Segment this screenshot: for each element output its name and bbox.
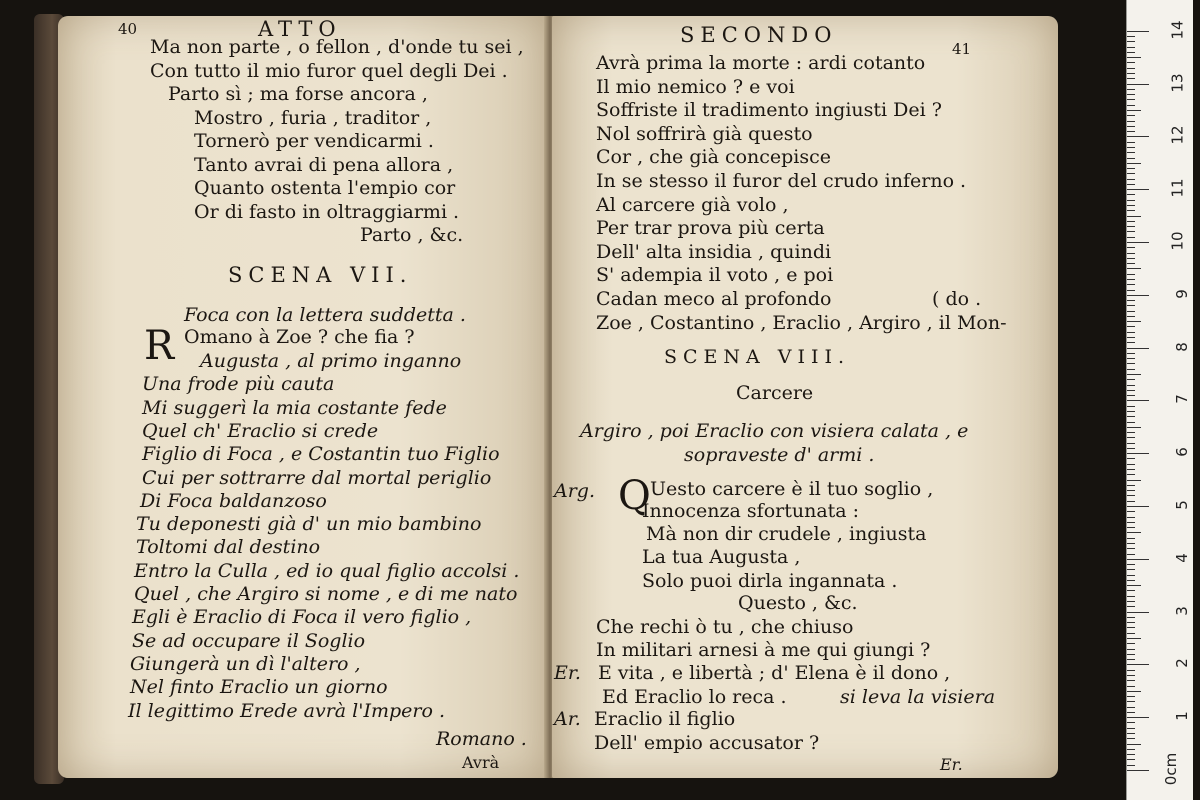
ruler-tick [1127, 770, 1149, 771]
text-line: Cui per sottrarre dal mortal periglio [142, 466, 492, 489]
ruler-label: 1 [1173, 711, 1192, 721]
text-line: Cadan meco al profondo [596, 288, 832, 310]
ruler-label: 3 [1173, 605, 1192, 616]
ruler-tick [1127, 326, 1135, 327]
text-line: S' adempia il voto , e poi [596, 264, 834, 287]
ruler-tick [1127, 205, 1135, 206]
turnover-do: ( do . [932, 288, 982, 310]
ruler-tick [1127, 57, 1141, 58]
ruler-tick [1127, 458, 1135, 459]
text-line: Il legittimo Erede avrà l'Impero . [128, 699, 446, 722]
ruler-label: 7 [1173, 394, 1192, 405]
ruler-label: 12 [1168, 125, 1187, 145]
ruler-tick [1127, 707, 1135, 708]
text-line: Di Foca baldanzoso [140, 489, 327, 512]
ruler-tick [1127, 422, 1135, 423]
left-page [58, 16, 546, 778]
text-line: Figlio di Foca , e Costantin tuo Figlio [142, 443, 500, 466]
catchword-left: Avrà [462, 753, 500, 772]
ruler-tick [1127, 495, 1135, 496]
ruler-tick [1127, 73, 1135, 74]
ruler-tick [1127, 121, 1135, 122]
text-line: Innocenza sfortunata : [642, 500, 860, 522]
ruler-tick [1127, 517, 1135, 518]
text-line: Parto sì ; ma forse ancora , [168, 83, 428, 105]
text-line: Nol soffrirà già questo [596, 122, 813, 145]
text-line: Or di fasto in oltraggiarmi . [194, 200, 460, 223]
ruler-tick [1127, 596, 1135, 597]
stage-direction-right-1: Argiro , poi Eraclio con visiera calata , e [580, 420, 969, 442]
ruler-tick [1127, 369, 1135, 370]
ruler-tick [1127, 110, 1141, 111]
ruler-tick [1127, 36, 1135, 37]
ruler-tick [1127, 173, 1135, 174]
text-line: Che rechi ò tu , che chiuso [596, 616, 854, 638]
ruler-tick [1127, 342, 1135, 343]
er-line-2: Ed Eraclio lo reca . [602, 686, 787, 708]
ruler-tick [1127, 538, 1135, 539]
ruler-tick [1127, 337, 1135, 338]
ruler-tick [1127, 469, 1135, 470]
text-line: Tornerò per vendicarmi . [194, 130, 434, 152]
ruler-tick [1127, 649, 1135, 650]
ruler-tick [1127, 253, 1135, 254]
ruler-tick [1127, 559, 1149, 560]
catchword-speaker-left: Romano . [436, 728, 527, 750]
text-line: Zoe , Costantino , Eraclio , Argiro , il Mon- [596, 311, 1007, 334]
ruler-label: 13 [1168, 73, 1187, 93]
ruler-label: 8 [1173, 341, 1192, 352]
ruler-tick [1127, 168, 1135, 169]
first-line-rest-left: Omano à Zoe ? che fia ? [184, 326, 415, 348]
ruler-tick [1127, 569, 1135, 570]
text-line: In se stesso il furor del crudo inferno . [596, 170, 967, 192]
ruler-label: 5 [1173, 500, 1192, 510]
drop-cap-q: Q [618, 473, 651, 519]
ruler-tick [1127, 41, 1135, 42]
ruler-tick [1127, 406, 1135, 407]
ruler-tick [1127, 84, 1149, 85]
ruler-tick [1127, 279, 1135, 280]
text-line: Nel finto Eraclio un giorno [130, 676, 388, 699]
ruler-tick [1127, 290, 1135, 291]
ruler-tick [1127, 78, 1135, 79]
text-line: Mi suggerì la mia costante fede [142, 396, 447, 419]
ruler-label: 14 [1168, 20, 1187, 40]
ruler-label: 11 [1168, 178, 1187, 198]
text-line: Giungerà un dì l'altero , [130, 652, 361, 675]
ruler-tick [1127, 358, 1135, 359]
running-head-left: ATTO [258, 17, 342, 41]
running-head-right: SECONDO [680, 23, 838, 47]
text-line: In militari arnesi à me qui giungi ? [596, 639, 931, 661]
ar-line-2: Dell' empio accusator ? [594, 732, 820, 754]
catchword-right: Er. [940, 755, 963, 774]
ruler-tick [1127, 242, 1149, 243]
text-line: Tu deponesti già d' un mio bambino [136, 513, 482, 536]
ruler-tick [1127, 136, 1149, 137]
ruler-tick [1127, 385, 1135, 386]
ruler-tick [1127, 601, 1135, 602]
er-aside: si leva la visiera [840, 686, 996, 708]
text-line: Dell' alta insidia , quindi [596, 240, 832, 263]
ruler-tick [1127, 728, 1135, 729]
ruler-tick [1127, 532, 1141, 533]
ruler-tick [1127, 416, 1135, 417]
ruler-tick [1127, 480, 1141, 481]
ruler-tick [1127, 31, 1149, 32]
ruler-tick [1127, 612, 1149, 613]
ruler-tick [1127, 305, 1135, 306]
text-line: Entro la Culla , ed io qual figlio accolsi . [134, 559, 520, 582]
ruler-tick [1127, 390, 1135, 391]
da-capo: Questo , &c. [738, 592, 858, 614]
ruler-tick [1127, 126, 1135, 127]
ruler-tick [1127, 659, 1135, 660]
ruler-tick [1127, 363, 1135, 364]
ruler-tick [1127, 543, 1135, 544]
ruler-tick [1127, 216, 1141, 217]
ruler-tick [1127, 432, 1135, 433]
stage-direction-left: Foca con la lettera suddetta . [184, 304, 466, 326]
ruler-tick [1127, 744, 1141, 745]
ruler-tick [1127, 580, 1135, 581]
text-line: Tanto avrai di pena allora , [194, 153, 454, 176]
ruler-tick [1127, 606, 1135, 607]
text-line: Parto , &c. [360, 224, 464, 246]
ruler-tick [1127, 522, 1135, 523]
ruler-tick [1127, 733, 1135, 734]
text-line: Mà non dir crudele , ingiusta [646, 523, 927, 546]
ruler-tick [1127, 765, 1135, 766]
scene-title-vii: SCENA VII. [228, 263, 413, 287]
er-line-1: E vita , e libertà ; d' Elena è il dono , [598, 662, 951, 684]
ruler-tick [1127, 485, 1135, 486]
ruler-tick [1127, 717, 1149, 718]
speaker-arg: Arg. [554, 480, 596, 502]
ruler-tick [1127, 300, 1135, 301]
ruler-tick [1127, 575, 1135, 576]
ruler-tick [1127, 47, 1135, 48]
speaker-ar: Ar. [554, 708, 581, 730]
text-line: La tua Augusta , [642, 546, 801, 569]
ruler-tick [1127, 147, 1135, 148]
ruler-tick [1127, 722, 1135, 723]
ruler-tick [1127, 686, 1135, 687]
ruler-tick [1127, 316, 1135, 317]
text-line: Quel ch' Eraclio si crede [142, 419, 379, 442]
ruler-label: 10 [1168, 231, 1187, 251]
ruler-tick [1127, 712, 1135, 713]
ruler-tick [1127, 464, 1135, 465]
ruler-tick [1127, 268, 1141, 269]
ruler-tick [1127, 115, 1135, 116]
ruler-tick [1127, 200, 1135, 201]
ruler-tick [1127, 453, 1149, 454]
drop-cap-r: R [144, 323, 175, 369]
ruler-tick [1127, 52, 1135, 53]
ruler-tick [1127, 379, 1135, 380]
ruler-tick [1127, 622, 1135, 623]
page-number-right: 41 [952, 40, 972, 58]
ruler-tick [1127, 627, 1135, 628]
ruler-tick [1127, 263, 1135, 264]
ruler-tick [1127, 142, 1135, 143]
ruler-tick [1127, 554, 1135, 555]
ruler-tick [1127, 548, 1135, 549]
ruler-tick [1127, 321, 1141, 322]
ruler-tick [1127, 194, 1135, 195]
ruler-label: 0cm [1161, 752, 1180, 786]
ruler-tick [1127, 274, 1135, 275]
ruler-tick [1127, 131, 1135, 132]
page-number-left: 40 [118, 20, 138, 38]
text-line: Avrà prima la morte : ardi cotanto [596, 52, 926, 74]
ruler-tick [1127, 501, 1135, 502]
ruler-tick [1127, 210, 1135, 211]
ruler-tick [1127, 675, 1135, 676]
speaker-er: Er. [554, 662, 581, 684]
measuring-ruler [1126, 0, 1193, 800]
ruler-tick [1127, 490, 1135, 491]
ruler-tick [1127, 99, 1135, 100]
text-line: Con tutto il mio furor quel degli Dei . [150, 59, 508, 82]
ruler-tick [1127, 231, 1135, 232]
ruler-tick [1127, 633, 1135, 634]
ruler-tick [1127, 226, 1135, 227]
text-line: Mostro , furia , traditor , [194, 106, 432, 129]
ruler-tick [1127, 701, 1135, 702]
ruler-tick [1127, 247, 1135, 248]
ruler-tick [1127, 527, 1135, 528]
ruler-tick [1127, 258, 1135, 259]
ruler-label: 6 [1173, 447, 1192, 457]
ruler-tick [1127, 62, 1135, 63]
text-line: Se ad occupare il Soglio [132, 629, 366, 652]
text-line: Quanto ostenta l'empio cor [194, 177, 456, 199]
ruler-tick [1127, 564, 1135, 565]
text-line: Al carcere già volo , [596, 193, 789, 216]
ar-line-1: Eraclio il figlio [594, 708, 736, 730]
ruler-tick [1127, 400, 1149, 401]
scene-title-viii: SCENA VIII. [664, 346, 851, 368]
ruler-tick [1127, 585, 1141, 586]
ruler-tick [1127, 749, 1135, 750]
text-line: Soffriste il tradimento ingiusti Dei ? [596, 99, 942, 122]
ruler-tick [1127, 411, 1135, 412]
text-line: Il mio nemico ? e voi [596, 75, 795, 98]
text-line: Quel , che Argiro si nome , e di me nato [134, 583, 518, 605]
ruler-tick [1127, 237, 1135, 238]
ruler-tick [1127, 696, 1135, 697]
ruler-tick [1127, 617, 1135, 618]
ruler-tick [1127, 89, 1135, 90]
ruler-tick [1127, 437, 1135, 438]
ruler-tick [1127, 738, 1135, 739]
right-page [552, 16, 1058, 778]
ruler-tick [1127, 152, 1135, 153]
text-line: Una frode più cauta [142, 373, 335, 396]
ruler-tick [1127, 184, 1135, 185]
ruler-tick [1127, 374, 1141, 375]
ruler-tick [1127, 511, 1135, 512]
text-line: Solo puoi dirla ingannata . [642, 569, 898, 592]
ruler-tick [1127, 189, 1149, 190]
ruler-tick [1127, 638, 1141, 639]
ruler-tick [1127, 68, 1135, 69]
ruler-tick [1127, 395, 1135, 396]
ruler-tick [1127, 664, 1149, 665]
ruler-tick [1127, 179, 1135, 180]
stage-direction-right-2: sopraveste d' armi . [684, 444, 875, 466]
ruler-label: 4 [1173, 553, 1192, 563]
ruler-tick [1127, 163, 1141, 164]
ruler-tick [1127, 670, 1135, 671]
text-line: Toltomi dal destino [136, 536, 321, 559]
ruler-tick [1127, 332, 1135, 333]
ruler-tick [1127, 590, 1135, 591]
ruler-tick [1127, 754, 1135, 755]
ruler-tick [1127, 284, 1135, 285]
ruler-tick [1127, 311, 1135, 312]
ruler-tick [1127, 506, 1149, 507]
ruler-tick [1127, 348, 1149, 349]
ruler-tick [1127, 643, 1135, 644]
ruler-tick [1127, 105, 1135, 106]
ruler-tick [1127, 443, 1135, 444]
ruler-tick [1127, 759, 1135, 760]
text-line: Augusta , al primo inganno [200, 350, 462, 372]
first-line-rest-right: Uesto carcere è il tuo soglio , [650, 478, 934, 500]
ruler-tick [1127, 448, 1135, 449]
ruler-tick [1127, 353, 1135, 354]
ruler-tick [1127, 691, 1141, 692]
text-line: Per trar prova più certa [596, 217, 825, 240]
ruler-label: 2 [1173, 658, 1192, 669]
text-line: Cor , che già concepisce [596, 146, 832, 169]
text-line: Ma non parte , o fellon , d'onde tu sei , [150, 36, 524, 58]
ruler-tick [1127, 654, 1135, 655]
ruler-tick [1127, 94, 1135, 95]
ruler-tick [1127, 680, 1135, 681]
text-line: Egli è Eraclio di Foca il vero figlio , [132, 606, 472, 629]
ruler-tick [1127, 474, 1135, 475]
ruler-tick [1127, 295, 1149, 296]
ruler-tick [1127, 427, 1141, 428]
scene-setting: Carcere [736, 382, 814, 404]
ruler-tick [1127, 221, 1135, 222]
ruler-tick [1127, 158, 1135, 159]
ruler-label: 9 [1173, 289, 1192, 299]
